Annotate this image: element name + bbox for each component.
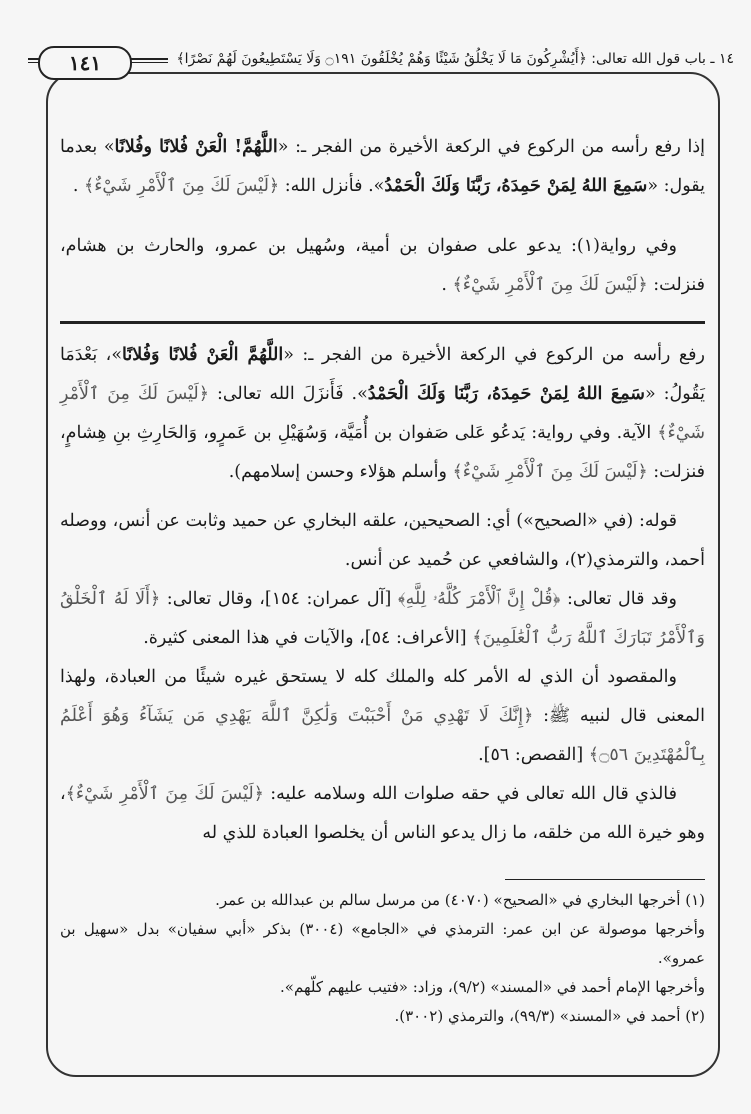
para-qawluhu: قوله: (في «الصحيح») أي: الصحيحين، علقه البخاري عن حميد وثابت عن أنس، ووصله أحمد، والترمذي(٢)، والشافعي عن حُميد عن أنس. bbox=[60, 511, 705, 570]
text-span: [القصص: ٥٦]. bbox=[478, 745, 589, 765]
footnote-1: (١) أخرجها البخاري في «الصحيح» (٤٠٧٠) من مرسل سالم بن عبدالله بن عمر. bbox=[215, 891, 705, 909]
main-content bbox=[60, 128, 705, 1031]
bold-tahmid: سَمِعَ اللهُ لِمَنْ حَمِدَهُ، رَبَّنَا وَلَكَ الْحَمْدُ bbox=[384, 176, 648, 196]
text-span: ، وهو خيرة الله من خلقه، ما زال يدعو الناس أن يخلصوا العبادة للذي له bbox=[60, 784, 705, 843]
text-span: فالذي قال الله تعالى في حقه صلوات الله وسلامه عليه: bbox=[263, 784, 678, 804]
section-divider bbox=[60, 321, 705, 324]
text-span: ». فأنزل الله: bbox=[284, 176, 385, 196]
quran-verse: ﴿إِنَّكَ لَا تَهْدِي مَنْ أَحْبَبْتَ وَلَٰكِنَّ ٱللَّهَ يَهْدِي مَن يَشَآءُ وَهُوَ أَعْلَمُ بِٱلْمُهْتَدِينَ ۝٥٦﴾ bbox=[60, 706, 705, 765]
hadith-block-1 bbox=[60, 128, 705, 206]
text-span: » بعدما يقول: « bbox=[60, 137, 705, 196]
footnote-2: (٢) أحمد في «المسند» (٩٩/٣)، والترمذي (٣٠٠٢). bbox=[394, 1007, 705, 1025]
text-span: . bbox=[441, 275, 453, 295]
text-span: [الأعراف: ٥٤]، والآيات في هذا المعنى كثيرة. bbox=[143, 628, 473, 648]
bold-dua: اللَّهُمَّ الْعَنْ فُلانًا وَفُلانًا bbox=[122, 345, 284, 365]
text-span: والمقصود أن الذي له الأمر كله والملك كله لا يستحق غيره شيئًا من العبادة، ولهذا المعنى قال لنبيه ﷺ: bbox=[60, 667, 705, 726]
text-span: وأسلم هؤلاء وحسن إسلامهم). bbox=[228, 462, 453, 482]
para-almaqsud bbox=[60, 658, 705, 775]
running-title: ١٤ ـ باب قول الله تعالى: ﴿أَيُشْرِكُونَ مَا لَا يَخْلُقُ شَيْئًا وَهُمْ يُخْلَقُونَ ۝١٩١ وَلَا يَسْتَطِيعُونَ لَهُمْ نَصْرًا﴾ bbox=[168, 46, 734, 72]
text-span: رفع رأسه من الركوع في الركعة الأخيرة من الفجر ـ: « bbox=[283, 345, 705, 365]
footnote-1-cont: وأخرجها الإمام أحمد في «المسند» (٩/٢)، وزاد: «فتيب عليهم كلّهم». bbox=[280, 978, 705, 996]
hadith-block-2 bbox=[60, 227, 705, 305]
hadith-block-3 bbox=[60, 336, 705, 492]
bold-dua: اللَّهُمَّ! الْعَنْ فُلانًا وفُلانًا bbox=[114, 137, 278, 157]
page-number: ١٤١ bbox=[38, 46, 132, 80]
quran-verse: ﴿لَيْسَ لَكَ مِنَ ٱلْأَمْرِ شَيْءٌ﴾ bbox=[65, 784, 264, 804]
text-span: »، بَعْدَمَا يَقُولُ: « bbox=[60, 345, 705, 404]
footnotes bbox=[60, 886, 705, 1031]
text-span: وفي رواية(١): يدعو على صفوان بن أمية، وسُهيل بن عمرو، والحارث بن هشام، فنزلت: bbox=[60, 236, 705, 295]
text-span: إذا رفع رأسه من الركوع في الركعة الأخيرة من الفجر ـ: « bbox=[277, 137, 705, 157]
quran-verse: ﴿قُلْ إِنَّ ٱلْأَمْرَ كُلَّهُۥ لِلَّهِ﴾ bbox=[397, 589, 561, 609]
quran-verse: ﴿لَيْسَ لَكَ مِنَ ٱلْأَمْرِ شَيْءٌ﴾ bbox=[452, 462, 648, 482]
bold-tahmid: سَمِعَ اللهُ لِمَنْ حَمِدَهُ، رَبَّنَا وَلَكَ الْحَمْدُ bbox=[367, 384, 645, 404]
quran-verse: ﴿لَيْسَ لَكَ مِنَ ٱلْأَمْرِ شَيْءٌ﴾ bbox=[83, 176, 280, 196]
quran-verse: ﴿أَلَا لَهُ ٱلْخَلْقُ وَٱلْأَمْرُ تَبَارَكَ ٱللَّهُ رَبُّ ٱلْعَٰلَمِينَ﴾ bbox=[60, 589, 705, 648]
text-span: . bbox=[72, 176, 84, 196]
text-span: ». فَأَنزَلَ الله تعالى: bbox=[209, 384, 368, 404]
text-span: الآية. وفي رواية: يَدعُو عَلى صَفوان بن أُمَيَّة، وَسُهَيْلِ بن عَمرٍو، وَالحَارِثِ بنِ هِشامٍ، فنزلت: bbox=[60, 423, 705, 482]
quran-verse: ﴿لَيْسَ لَكَ مِنَ ٱلْأَمْرِ شَيْءٌ﴾ bbox=[60, 384, 705, 443]
footnote-1-cont: وأخرجها موصولة عن ابن عمر: الترمذي في «الجامع» (٣٠٠٤) بذكر «أبي سفيان» بدل «سهيل بن عمرو». bbox=[60, 920, 705, 967]
para-waqad bbox=[60, 580, 705, 658]
text-span: وقد قال تعالى: bbox=[560, 589, 678, 609]
para-falladhi bbox=[60, 775, 705, 853]
text-span: [آل عمران: ١٥٤]، وقال تعالى: bbox=[160, 589, 398, 609]
quran-verse: ﴿لَيْسَ لَكَ مِنَ ٱلْأَمْرِ شَيْءٌ﴾ bbox=[452, 275, 648, 295]
footnote-rule bbox=[505, 879, 705, 880]
